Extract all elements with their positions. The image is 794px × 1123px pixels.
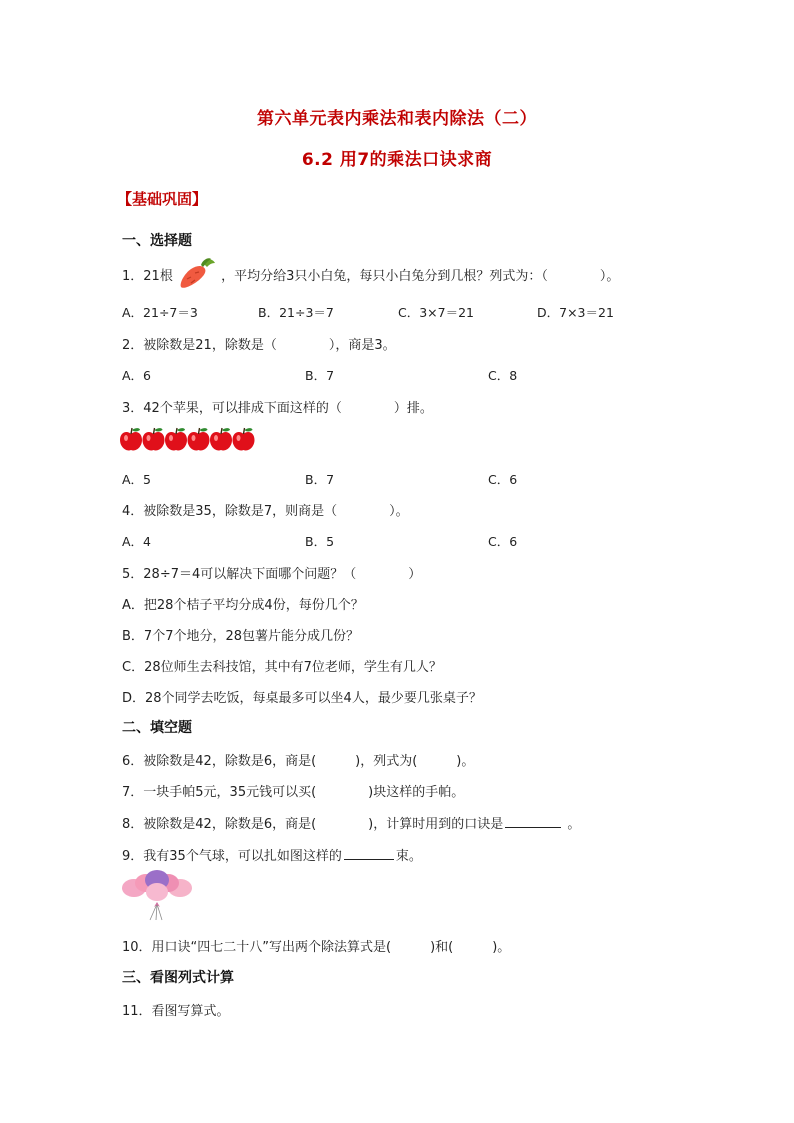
question-5: 5．28÷7＝4可以解决下面哪个问题？（ ） [122,567,422,582]
q5-option-d[interactable]: D．28个同学去吃饭，每桌最多可以坐4人，最少要几张桌子？ [122,691,482,706]
apple-icon [143,428,165,450]
question-7: 7．一块手帕5元，35元钱可以买( )块这样的手帕。 [122,785,465,800]
part3-heading: 三、看图列式计算 [122,970,234,986]
question-6: 6．被除数是42，除数是6，商是( )，列式为( )。 [122,754,475,769]
part1-heading: 一、选择题 [122,233,192,249]
q4-option-c[interactable]: C．6 [488,534,518,549]
question-10: 10．用口诀“四七二十八”写出两个除法算式是( )和( )。 [122,940,511,955]
q8-text: 8．被除数是42，除数是6，商是( )，计算时用到的口诀是 [122,817,504,832]
question-3: 3．42个苹果，可以排成下面这样的（ ）排。 [122,401,433,416]
question-1 [122,265,619,287]
q8-answer-blank[interactable] [505,815,561,828]
q5-option-a[interactable]: A．把28个桔子平均分成4份，每份几个？ [122,598,364,613]
apple-icon [165,428,187,450]
q2-option-a[interactable]: A．6 [122,368,152,383]
q4-option-a[interactable]: A．4 [122,534,152,549]
q4-option-b[interactable]: B．5 [305,534,335,549]
q1-text-pre: 1．21根 [122,269,173,284]
q8-text-end: 。 [567,817,581,832]
carrot-icon [177,257,217,287]
q1-option-c[interactable]: C．3×7＝21 [398,305,475,320]
part2-heading: 二、填空题 [122,720,192,736]
q1-option-b[interactable]: B．21÷3＝7 [258,305,334,320]
lesson-title: 6.2 用7的乘法口诀求商 [301,150,493,170]
q3-option-a[interactable]: A．5 [122,472,152,487]
question-9 [122,845,422,864]
question-11: 11．看图写算式。 [122,1004,230,1019]
question-4: 4．被除数是35，除数是7，则商是（ ）。 [122,504,409,519]
q9-text-end: 束。 [395,849,422,864]
q5-option-c[interactable]: C．28位师生去科技馆，其中有7位老师，学生有几人？ [122,660,442,675]
q3-option-c[interactable]: C．6 [488,472,518,487]
q9-text: 9．我有35个气球，可以扎如图这样的 [122,849,342,864]
q2-option-c[interactable]: C．8 [488,368,518,383]
q1-text-post: ，平均分给3只小白兔，每只小白兔分到几根？列式为：（ ）。 [221,269,620,284]
q3-option-b[interactable]: B．7 [305,472,335,487]
question-8 [122,813,580,832]
apple-row-figure [120,427,260,457]
apple-icon [120,428,142,450]
q9-answer-blank[interactable] [344,847,394,860]
section-label: 【基础巩固】 [117,190,208,208]
unit-title: 第六单元表内乘法和表内除法（二） [257,109,537,129]
q5-option-b[interactable]: B．7个7个地分，28包薯片能分成几份？ [122,629,360,644]
balloon-bunch-figure [120,870,194,926]
q1-option-d[interactable]: D．7×3＝21 [537,305,614,320]
q2-option-b[interactable]: B．7 [305,368,335,383]
apple-icon [233,428,255,450]
apple-icon [188,428,210,450]
apple-icon [210,428,232,450]
q1-option-a[interactable]: A．21÷7＝3 [122,305,198,320]
question-2: 2．被除数是21，除数是（ ），商是3。 [122,338,396,353]
